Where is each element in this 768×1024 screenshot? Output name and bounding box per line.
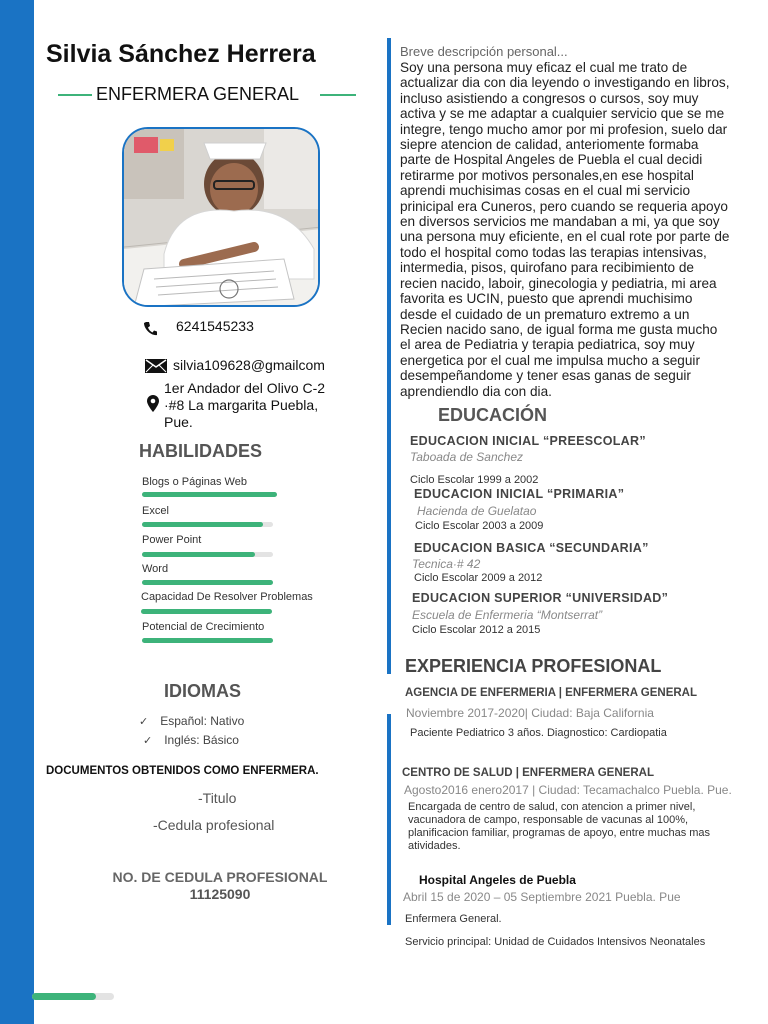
skill-bar-track — [142, 552, 273, 557]
skill-label: Excel — [142, 505, 169, 517]
cedula-heading: NO. DE CEDULA PROFESIONAL — [112, 869, 328, 885]
footer-progress-fill — [32, 993, 96, 1000]
language-item — [139, 714, 244, 728]
skill-item — [142, 621, 273, 643]
left-accent-bar — [0, 0, 34, 1024]
job-description: Enfermera General. — [405, 913, 502, 925]
skill-bar-fill — [142, 492, 277, 497]
job-title: CENTRO DE SALUD | ENFERMERA GENERAL — [402, 767, 654, 779]
job-date: Noviembre 2017-2020| Ciudad: Baja California — [406, 706, 654, 720]
skill-bar-fill — [142, 580, 273, 585]
skill-bar-track — [142, 522, 273, 527]
skill-bar-track — [142, 492, 277, 497]
job-title: AGENCIA DE ENFERMERIA | ENFERMERA GENERAL — [405, 687, 698, 699]
skill-label: Capacidad De Resolver Problemas — [141, 591, 313, 603]
education-period: Ciclo Escolar 2003 a 2009 — [415, 520, 544, 532]
job-description: Servicio principal: Unidad de Cuidados Intensivos Neonatales — [405, 936, 706, 948]
skill-bar-track — [142, 638, 273, 643]
address-line: 1er Andador del Olivo C-2 — [164, 380, 326, 396]
address-line: ·#8 La margarita Puebla, — [164, 397, 319, 413]
nurse-photo-illustration — [124, 129, 320, 307]
candidate-name: Silvia Sánchez Herrera — [46, 40, 316, 68]
language-label: Inglés: Básico — [164, 733, 239, 747]
skill-item — [142, 563, 273, 585]
education-period: Ciclo Escolar 2009 a 2012 — [414, 572, 543, 584]
job-date: Agosto2016 enero2017 | Ciudad: Tecamachalco Puebla. Pue. — [404, 783, 732, 797]
title-line-left — [58, 94, 92, 96]
profile-photo — [122, 127, 320, 307]
right-accent-line-bottom — [387, 714, 391, 925]
skill-label: Potencial de Crecimiento — [142, 621, 265, 633]
skill-item — [142, 534, 273, 557]
education-place: Taboada de Sanchez — [410, 450, 523, 464]
address-line: Pue. — [164, 414, 193, 430]
education-title: EDUCACION INICIAL “PREESCOLAR” — [410, 434, 646, 448]
description-body: Soy una persona muy eficaz el cual me trato de actualizar dia con dia leyendo o investigando en libros, incluso asistiendo a congresos o cursos, soy muy activa y se me adaptar a cualquier servicio que se me integre, tengo mucho amor por mi profesion, suelo dar siepre atencion de calidad, anteriomente formaba parte de Hospital Angeles de Puebla el cual decidi retirarme por motivos personales,en ese hospital aprendi muchisimas cosas en el cual mi servicio prinicipal era Cuneros, pero cuando se requeria apoyo en diversos servicios me mandaban a mi, ya que soy una persona muy eficiente, en el cual rote por parte de todo el hospital como todas las terapias intensivas, intermedia, pisos, quirofano para recibimiento de recien nacido, laboir, ginecologia y pediatria, mi area favorita es UCIN, puesto que aprendi muchisimo desde el cuidado de un prematuro extremo a un Recien nacido sano, de igual forma me gusta mucho el area de Pediatria y terapia pediatrica, soy muy energetica por el cual me impulsa mucho a seguir desempeñandome y tener esas ganas de seguir aprendiendlo dia con dia. — [400, 60, 730, 399]
right-accent-line-top — [387, 38, 391, 674]
language-label: Español: Nativo — [160, 714, 245, 728]
job-description: Encargada de centro de salud, con atencion a primer nivel, vacunadora de campo, responsable de vacunas al 100%, planificacion familiar, programas de apoyo, entre muchas mas atividades. — [408, 801, 711, 852]
skill-item — [142, 476, 277, 497]
skills-heading: HABILIDADES — [139, 441, 263, 461]
title-line-right — [320, 94, 356, 96]
education-period: Ciclo Escolar 2012 a 2015 — [412, 624, 541, 636]
job-description: Paciente Pediatrico 3 años. Diagnostico: Cardiopatia — [410, 727, 667, 739]
check-icon: ✓ — [143, 735, 153, 747]
job-title-row — [58, 84, 358, 108]
job-date: Abril 15 de 2020 – 05 Septiembre 2021 Puebla. Pue — [403, 890, 681, 904]
document-item: -Titulo — [198, 790, 237, 806]
education-place: Hacienda de Guelatao — [417, 504, 537, 518]
skill-item — [141, 591, 313, 614]
skill-bar-fill — [142, 522, 263, 527]
skill-bar-track — [141, 609, 272, 614]
job-title: ENFERMERA GENERAL — [96, 84, 300, 104]
skill-label: Word — [142, 563, 169, 575]
footer-progress-track — [32, 993, 114, 1000]
education-place: Tecnica·# 42 — [412, 557, 481, 571]
skill-bar-track — [142, 580, 273, 585]
document-item: -Cedula profesional — [153, 817, 275, 833]
skill-item — [142, 505, 273, 527]
skill-label: Blogs o Páginas Web — [142, 476, 247, 488]
skill-label: Power Point — [142, 534, 202, 546]
education-title: EDUCACION BASICA “SECUNDARIA” — [414, 541, 649, 555]
education-title: EDUCACION SUPERIOR “UNIVERSIDAD” — [412, 591, 669, 605]
job-title: Hospital Angeles de Puebla — [419, 873, 576, 887]
languages-heading: IDIOMAS — [164, 681, 242, 701]
education-heading: EDUCACIÓN — [438, 405, 548, 425]
language-item — [143, 733, 239, 747]
experience-heading: EXPERIENCIA PROFESIONAL — [405, 656, 662, 676]
description-label: Breve descripción personal... — [400, 44, 568, 59]
skill-bar-fill — [142, 638, 273, 643]
skill-bar-fill — [141, 609, 272, 614]
check-icon: ✓ — [139, 716, 149, 728]
mail-icon — [145, 359, 167, 373]
phone-icon — [143, 321, 157, 337]
location-pin-icon — [147, 395, 159, 412]
education-period: Ciclo Escolar 1999 a 2002 — [410, 474, 539, 486]
skill-bar-fill — [142, 552, 255, 557]
education-title: EDUCACION INICIAL “PRIMARIA” — [414, 487, 625, 501]
education-place: Escuela de Enfermeria “Montserrat” — [412, 608, 603, 622]
cedula-number: 11125090 — [189, 886, 251, 902]
address — [164, 380, 354, 431]
email-address: silvia109628@gmailcom — [173, 357, 325, 373]
phone-number: 6241545233 — [176, 318, 254, 334]
documents-heading: DOCUMENTOS OBTENIDOS COMO ENFERMERA. — [46, 765, 319, 777]
